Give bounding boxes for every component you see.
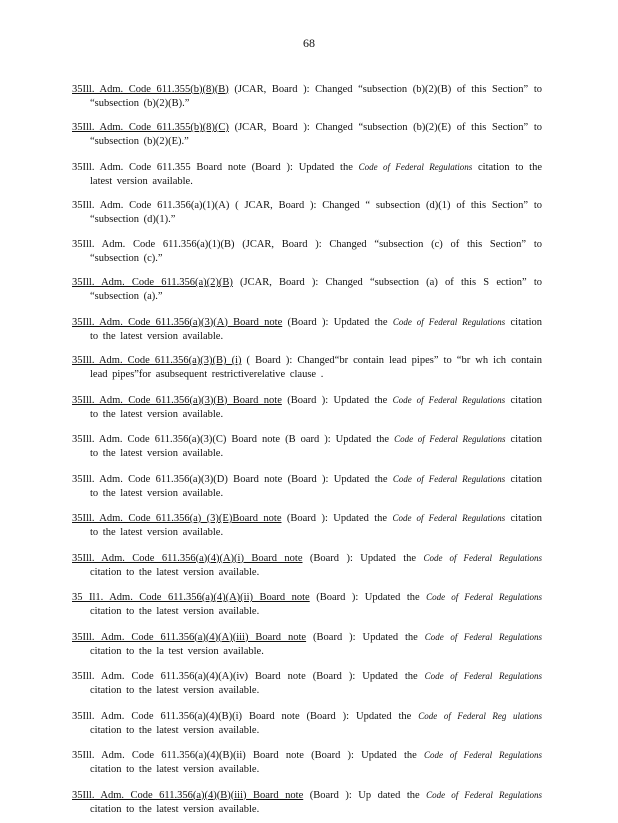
entry-text: (JCAR, Board ): Changed “subsection (c) of this Section” to “subsection (c).”	[90, 238, 542, 264]
entry-citation: 35Ill. Adm. Code 611.356(a)(4)(A)(i) Board note	[72, 552, 303, 564]
entry-citation: 35Ill. Adm. Code 611.356(a)(3)(A) Board note	[72, 316, 283, 328]
amendment-entry	[72, 121, 542, 149]
entry-citation: 35Ill. Adm. Code 611.356(a)(3)(B) Board note	[72, 394, 282, 406]
entry-citation: 35Ill. Adm. Code 611.356(a)(3)(D)	[72, 473, 228, 485]
entry-text-tail: citation to the latest version available.	[90, 606, 260, 617]
entry-text: Board note (Board ): Updated the	[190, 161, 359, 173]
entry-citation: 35Ill. Adm. Code 611.356(a)(4)(A)(iv)	[72, 671, 249, 682]
entry-cfr-title: Code of Federal Regulations	[423, 552, 542, 563]
entry-text-tail: citation to the la test version available.	[90, 645, 264, 657]
entry-text-tail: citation to the latest version available.	[90, 316, 542, 342]
entry-text: (JCAR, Board ): Changed “subsection (b)(2)(B) of this Section” to “subsection (b)(2)(B).”	[90, 83, 542, 109]
entry-citation: 35Ill. Adm. Code 611.356(a)(1)(B)	[72, 238, 235, 250]
entry-text-tail: citation to the latest version available.	[90, 685, 260, 696]
entry-text: (Board ): Updated the	[281, 394, 393, 406]
entries-list	[72, 72, 542, 823]
entry-text: (Board ): Up dated the	[303, 789, 427, 801]
amendment-entry	[72, 669, 542, 698]
entry-cfr-title: Code of Federal Regulations	[426, 789, 542, 800]
entry-cfr-title: Code of Federal Regulations	[394, 434, 506, 444]
entry-text-tail: citation to the latest version available.	[90, 394, 542, 420]
entry-citation: 35Ill. Adm. Code 611.356(a) (3)(E)Board note	[72, 513, 282, 524]
entry-cfr-title: Code of Federal Regulations	[358, 161, 473, 172]
entry-text: ( Board ): Changed“br contain lead pipes” to “br wh ich contain lead pipes”for asubsequent restrictiverelative clause .	[90, 355, 542, 380]
entry-citation: 35Ill. Adm. Code 611.356(a)(4)(B)(i)	[72, 710, 243, 722]
entry-text: (Board ): Updated the	[281, 513, 393, 524]
entry-cfr-title: Code of Federal Regulations	[392, 316, 506, 327]
entry-citation: 35Ill. Adm. Code 611.356(a)(3)(B) (i)	[72, 355, 242, 366]
entry-text-tail: citation to the latest version available.	[90, 724, 260, 736]
entry-citation: 35Ill. Adm. Code 611.356(a)(4)(B)(ii)	[72, 750, 246, 761]
amendment-entry	[72, 709, 542, 738]
amendment-entry	[72, 630, 542, 659]
amendment-entry	[72, 199, 542, 227]
amendment-entry	[72, 315, 542, 344]
entry-citation: 35Ill. Adm. Code 611.356(a)(2)(B)	[72, 277, 233, 288]
entry-cfr-title: Code of Federal Regulations	[392, 473, 506, 484]
entry-text-tail: citation to the latest version available.	[90, 513, 542, 538]
entry-citation: 35Ill. Adm. Code 611.356(a)(1)(A)	[72, 200, 230, 211]
entry-cfr-title: Code of Federal Regulations	[426, 592, 542, 602]
entry-text: Board note (B oard ): Updated the	[226, 434, 395, 445]
amendment-entry	[72, 551, 542, 580]
entry-text: (JCAR, Board ): Changed “subsection (a) of this S ection” to “subsection (a).”	[90, 277, 542, 302]
entry-text: ( JCAR, Board ): Changed “ subsection (d)(1) of this Section” to “subsection (d)(1).”	[90, 200, 543, 225]
entry-citation: 35Ill. Adm. Code 611.355(b)(8)(B)	[72, 83, 229, 95]
entry-cfr-title: Code of Federal Reg ulations	[418, 710, 542, 721]
entry-text: Board note (Board ): Updated the	[245, 750, 424, 761]
amendment-entry	[72, 748, 542, 777]
amendment-entry	[72, 354, 542, 382]
entry-text: Board note (Board ): Updated the	[242, 710, 419, 722]
entry-text-tail: citation to the latest version available.	[90, 566, 260, 578]
entry-citation: 35Ill. Adm. Code 611.356(a)(4)(B)(iii) Board note	[72, 789, 304, 801]
amendment-entry	[72, 83, 542, 111]
entry-text: (Board ): Updated the	[309, 592, 427, 603]
entry-text: Board note (Board ): Updated the	[227, 473, 393, 485]
page-number: 68	[303, 36, 315, 50]
entry-citation: 35 Il1. Adm. Code 611.356(a)(4)(A)(ii) Board note	[72, 592, 310, 603]
entry-text: (JCAR, Board ): Changed “subsection (b)(2)(E) of this Section” to “subsection (b)(2)(E).”	[90, 122, 542, 147]
entry-citation: 35Ill. Adm. Code 611.355(b)(8)(C)	[72, 122, 229, 133]
entry-citation: 35Ill. Adm. Code 611.356(a)(3)(C)	[72, 434, 227, 445]
entry-text-tail: citation to the latest version available.	[90, 434, 542, 459]
entry-cfr-title: Code of Federal Regulations	[424, 671, 542, 681]
amendment-entry	[72, 238, 542, 266]
amendment-entry	[72, 788, 542, 817]
amendment-entry	[72, 472, 542, 501]
entry-text: Board note (Board ): Updated the	[248, 671, 425, 682]
entry-text: (Board ): Updated the	[302, 552, 424, 564]
amendment-entry	[72, 511, 542, 540]
entry-text: (Board ): Updated the	[306, 631, 425, 643]
entry-cfr-title: Code of Federal Regulations	[392, 394, 506, 405]
entry-text-tail: citation to the latest version available.	[90, 764, 260, 775]
entry-cfr-title: Code of Federal Regulations	[424, 750, 543, 760]
entry-text-tail: citation to the latest version available.	[90, 161, 542, 187]
amendment-entry	[72, 276, 542, 304]
entry-cfr-title: Code of Federal Regulations	[424, 631, 542, 642]
entry-citation: 35Ill. Adm. Code 611.355	[72, 161, 191, 173]
amendment-entry	[72, 393, 542, 422]
entry-text-tail: citation to the latest version available.	[90, 473, 543, 499]
entry-citation: 35Ill. Adm. Code 611.356(a)(4)(A)(iii) Board note	[72, 631, 307, 643]
amendment-entry	[72, 432, 542, 461]
entry-cfr-title: Code of Federal Regulations	[392, 513, 506, 523]
amendment-entry	[72, 160, 542, 189]
entry-text-tail: citation to the latest version available.	[90, 803, 260, 815]
entry-text: (Board ): Updated the	[282, 316, 393, 328]
amendment-entry	[72, 590, 542, 619]
